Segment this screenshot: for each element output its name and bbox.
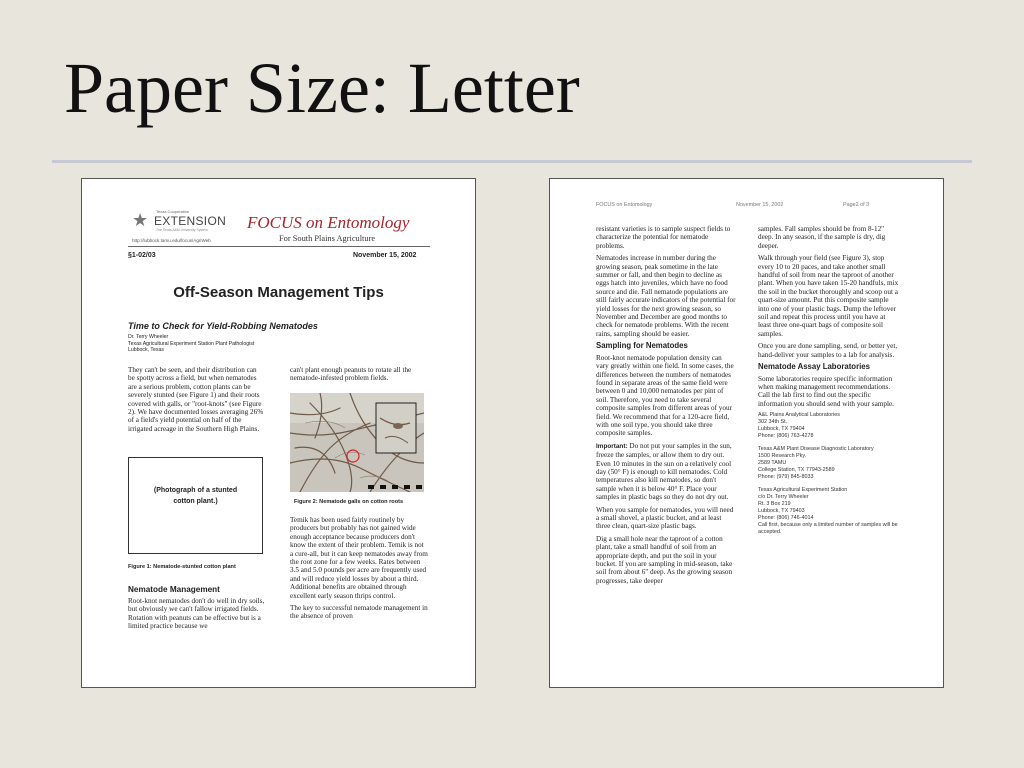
paragraph: can't plant enough peanuts to rotate all the nematode-infested problem fields. [290, 366, 412, 383]
lab-line: Phone: (979) 845-8033 [758, 474, 814, 481]
paragraph: samples. Fall samples should be from 8-12" deep. In any season, if the sample is dry, dig deeper. [758, 225, 886, 250]
section-heading-nematode: Nematode Management [128, 585, 220, 594]
paragraph: Walk through your field (see Figure 3), stop every 10 to 20 paces, and take another small handful of soil from near the taproot of another plant. When you have taken 15-20 handfuls, mix the soil in the bucket thoroughly and scoop out a quart-size amount. Put this composite sample into one of your plastic bags. Dump the leftover soil and repeat this process until you have at least three one-quart bags of composite soil samples. [758, 254, 899, 338]
paragraph: Nematodes increase in number during the growing season, peak sometime in the late summer or fall, and then begin to decline as eggs hatch into juveniles, which have no food source and die. Fall nematode populations are still fairly accurate indicators of the potential for yield losses for the next growing season, so November and December are good months to check for nematode problems. With the recent rains, sampling should be easier. [596, 254, 736, 338]
paragraph: Temik has been used fairly routinely by producers but probably has not gained wide enough acceptance because producers don't know the extent of their problem. Temik is not a cure-all, but it can keep nematodes away from the root zone for a few weeks. Rates between 3.5 and 5.0 pounds per acre are frequently used and will reduce yield losses by about a third. Additional benefits are obtained through excellent early season thrips control. [290, 516, 428, 600]
photo-placeholder-line-2: cotton plant.) [173, 498, 218, 505]
star-icon: ★ [132, 210, 149, 231]
lab-line: 1500 Research Pky. [758, 453, 807, 460]
column-1 [128, 366, 265, 437]
paragraph: resistant varieties is to sample suspect fields to characterize the potential for nematode problems. [596, 225, 731, 250]
lab-line: Texas Agricultural Experiment Station [758, 487, 848, 494]
lab-line: A&L Plains Analytical Laboratories [758, 412, 840, 419]
article-subtitle: Time to Check for Yield-Robbing Nematodes [128, 321, 318, 331]
running-header-page: Page2 of 3 [843, 202, 870, 208]
section-heading-sampling: Sampling for Nematodes [596, 341, 688, 351]
column-2 [290, 366, 428, 387]
lab-line: Phone: (806) 746-4014 [758, 515, 814, 522]
column-1-continued [128, 597, 265, 635]
masthead-title: FOCUS on Entomology [247, 213, 410, 232]
logo-small-text: Texas Cooperative [156, 209, 190, 214]
figure-1-caption: Figure 1: Nematode-stunted cotton plant [128, 564, 236, 570]
lab-address-3 [758, 487, 900, 536]
lab-line: Texas A&M Plant Disease Diagnostic Laboratory [758, 446, 874, 453]
paragraph: Once you are done sampling, send, or better yet, hand-deliver your samples to a lab for analysis. [758, 342, 898, 359]
issue-number: §1-02/03 [128, 252, 156, 259]
masthead-subtitle: For South Plains Agriculture [279, 234, 376, 243]
paragraph: When you sample for nematodes, you will need a small shovel, a plastic bucket, and at least three clean, quart-size plastic bags. [596, 505, 734, 531]
page2-column-left [596, 225, 736, 589]
lab-line: Phone: (806) 763-4278 [758, 433, 814, 440]
lab-line: Call first, because only a limited number of samples will be accepted. [758, 522, 898, 536]
paragraph: The key to successful nematode management in the absence of proven [290, 604, 428, 621]
photo-placeholder-line-1: (Photograph of a stunted [153, 487, 238, 494]
nematode-root-photo [290, 393, 424, 492]
lab-line: Rt. 3 Box 219 [758, 501, 791, 508]
important-label: Important: [596, 442, 628, 450]
document-page-1 [81, 178, 476, 688]
logo-tagline: The Texas A&M University System [156, 228, 208, 232]
important-text: Do not put your samples in the sun, freeze the samples, or allow them to dry out. Even 10 minutes in the sun on a relatively cool day (50° F) is enough to kill nematodes. Cold temperatures also kill nematodes, so don't sample when it is below 40° F. Place your samples in plastic bags so they do not dry out. [596, 441, 732, 502]
page2-column-right [758, 225, 900, 542]
paragraph: Root-knot nematode population density can vary greatly within one field. In some cases, the differences between the numbers of nematodes found in separate areas of the same field were between 0 and 10,000 nematodes per pint of soil. Therefore, you need to take several composite samples from different areas of your field. We recommend that for a 120-acre field, with one soil type, you should take three composite samples. [596, 353, 734, 438]
document-page-2 [549, 178, 944, 688]
title-divider [52, 160, 972, 163]
logo-url: http://lubbock.tamu.edu/focus/AgriWeb [132, 238, 211, 243]
author-block [128, 334, 254, 354]
section-heading-assay-labs: Nematode Assay Laboratories [758, 362, 870, 372]
logo-name: EXTENSION [154, 214, 227, 228]
extension-logo [132, 209, 227, 235]
lab-address-2 [758, 446, 900, 481]
article-title: Off-Season Management Tips [173, 284, 384, 301]
paragraph: Dig a small hole near the taproot of a cotton plant, take a small handful of soil from an appropriate depth, and put the soil in your bucket. If you are sampling in mid-season, take soil from about 6" deep. As the growing season progresses, take deeper [596, 534, 733, 585]
lab-line: 302 34th St. [758, 419, 788, 426]
slide-title: Paper Size: Letter [64, 48, 580, 128]
lab-line: 2589 TAMU [758, 460, 787, 467]
author-location: Lubbock, Texas [128, 347, 164, 354]
lab-line: c/o Dr. Terry Wheeler [758, 494, 809, 501]
running-header-date: November 15, 2002 [736, 202, 784, 208]
lab-address-1 [758, 412, 900, 440]
running-header-left: FOCUS on Entomology [596, 202, 653, 208]
paragraph: They can't be seen, and their distribution can be spotty across a field, but when nematodes are a serious problem, cotton plants can be severely stunted (see Figure 1) and their roots covered with galls, or "root-knots" (see Figure 2). We have documented losses averaging 26% of a field's yield potential on half of the irrigated acreage in the Southern High Plains. [128, 366, 264, 433]
paragraph: Root-knot nematodes don't do well in dry soils, but obviously we can't fallow irrigated fields. Rotation with peanuts can be effective but is a limited practice because we [128, 597, 265, 631]
lab-line: Lubbock, TX 79403 [758, 508, 805, 515]
lab-line: College Station, TX 77943-2589 [758, 467, 835, 474]
photo-placeholder [128, 457, 263, 554]
figure-2-caption: Figure 2: Nematode galls on cotton roots [294, 499, 404, 505]
important-paragraph [596, 442, 736, 502]
author-affiliation: Texas Agricultural Experiment Station Plant Pathologist [128, 340, 255, 347]
column-2-continued [290, 516, 428, 625]
issue-date: November 15, 2002 [353, 252, 417, 259]
header-rule [128, 246, 430, 247]
paragraph: Some laboratories require specific information when making management recommendations. Call the lab first to find out the specific information you should send with your sample. [758, 374, 894, 408]
root-photo-graphic [290, 393, 424, 492]
author-name: Dr. Terry Wheeler [128, 334, 169, 340]
lab-line: Lubbock, TX 79404 [758, 426, 805, 433]
